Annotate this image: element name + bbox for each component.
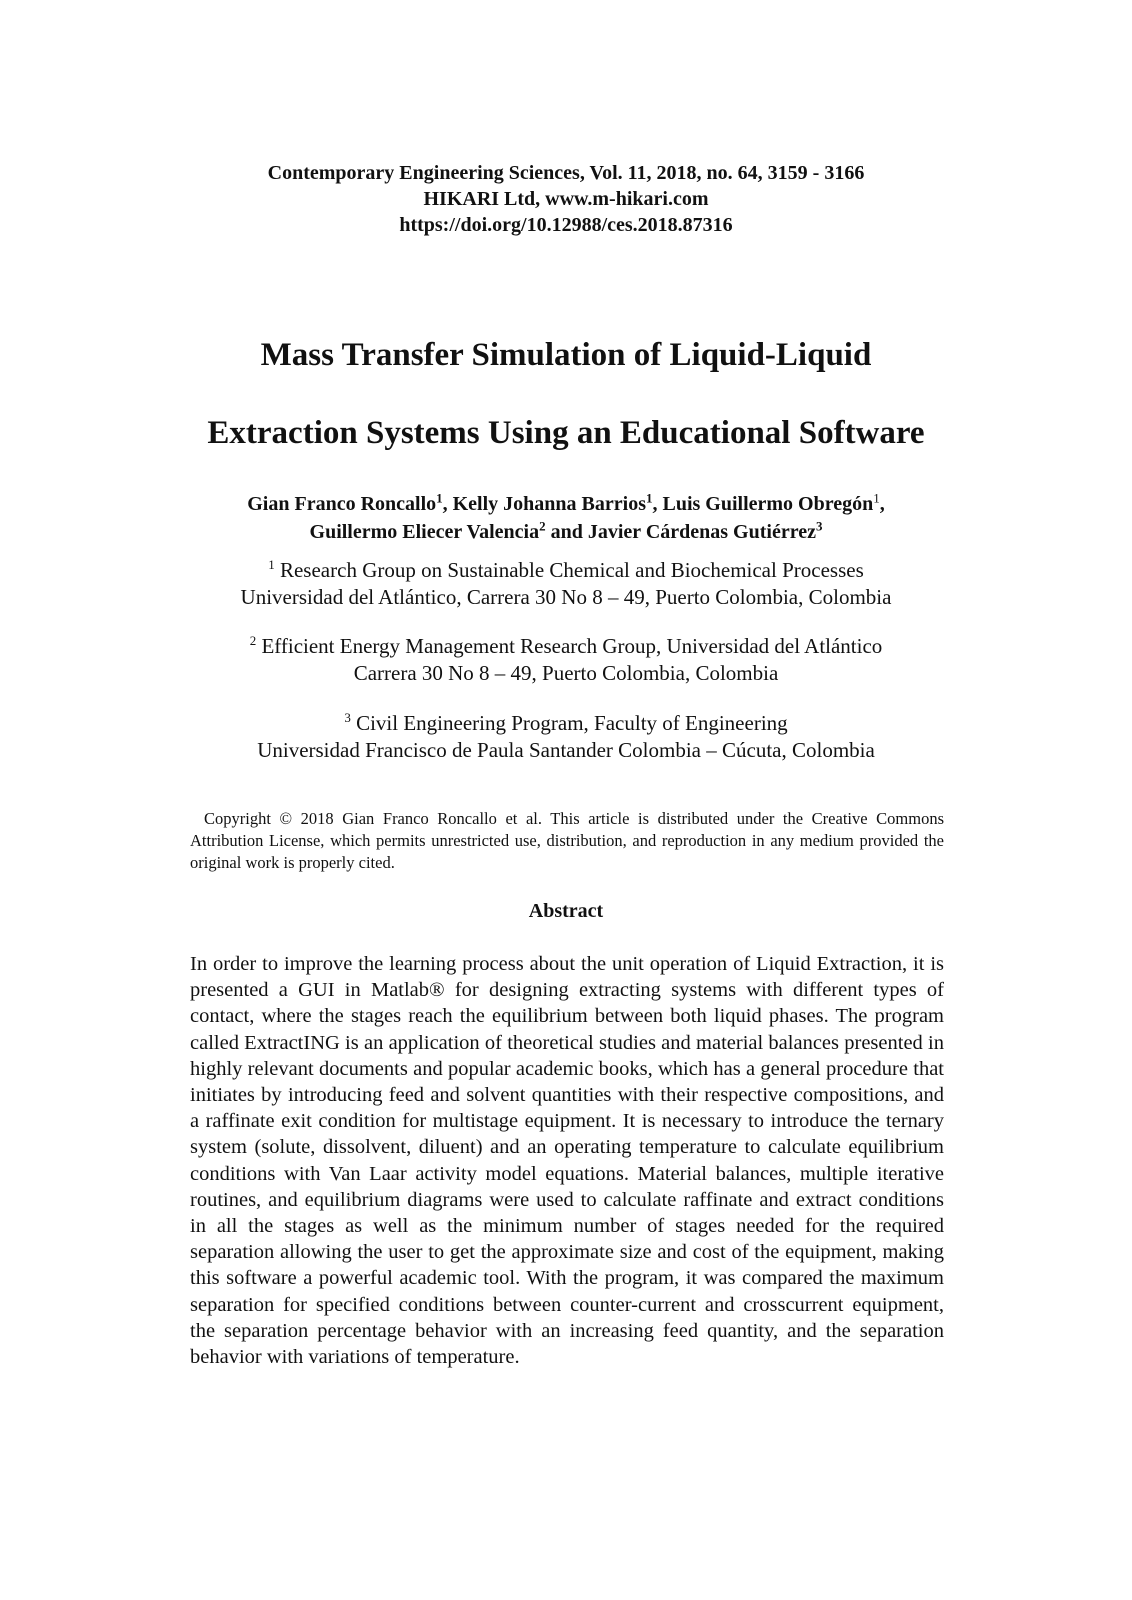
paper-title [0, 316, 1132, 472]
author-name: and Javier Cárdenas Gutiérrez [545, 521, 816, 543]
affiliation-text: Civil Engineering Program, Faculty of Engineering [350, 711, 788, 735]
affiliation-marker: 3 [344, 710, 351, 725]
affiliation-marker: 3 [815, 518, 823, 534]
copyright-notice: Copyright © 2018 Gian Franco Roncallo et al. This article is distributed under the Creative Commons Attribution License, which permits unrestricted use, distribution, and reproduction in any medium provided the original work is properly cited. [190, 809, 944, 872]
affiliation-marker: 1 [436, 490, 443, 506]
affiliation-marker: 1 [268, 557, 275, 572]
journal-header [0, 160, 1132, 238]
author-line-1 [0, 490, 1132, 518]
publisher-line: HIKARI Ltd, www.m-hikari.com [423, 188, 709, 210]
affiliation-1 [0, 557, 1132, 611]
affiliation-3 [0, 710, 1132, 764]
abstract-body: In order to improve the learning process about the unit operation of Liquid Extraction, it is presented a GUI in Matlab® for designing extracting systems with different types of contact, where the stages reach the equilibrium between both liquid phases. The program called ExtractING is an application of theoretical studies and material balances presented in highly relevant documents and popular academic books, which has a general procedure that initiates by introducing feed and solvent quantities with their respective compositions, and a raffinate exit condition for multistage equipment. It is necessary to introduce the ternary system (solute, dissolvent, diluent) and an operating temperature to calculate equilibrium conditions with Van Laar activity model equations. Material balances, multiple iterative routines, and equilibrium diagrams were used to calculate raffinate and extract conditions in all the stages as well as the minimum number of stages needed for the required separation allowing the user to get the approximate size and cost of the equipment, making this software a powerful academic tool. With the program, it was compared the maximum separation for specified conditions between counter-current and crosscurrent equipment, the separation percentage behavior with an increasing feed quantity, and the separation behavior with variations of temperature. [190, 953, 944, 1369]
title-line-2: Extraction Systems Using an Educational Software [207, 415, 925, 451]
doi-line: https://doi.org/10.12988/ces.2018.87316 [399, 214, 733, 236]
affiliation-3-line-2: Universidad Francisco de Paula Santander Colombia – Cúcuta, Colombia [257, 738, 875, 762]
author-name: , Luis Guillermo Obregón [652, 493, 874, 515]
affiliation-text: Efficient Energy Management Research Group, Universidad del Atlántico [256, 634, 883, 658]
affiliation-marker: 2 [539, 518, 546, 534]
author-separator: , [879, 493, 885, 515]
affiliation-1-line-1 [0, 557, 1132, 584]
affiliation-2 [0, 633, 1132, 687]
affiliation-marker: 1 [873, 490, 880, 506]
affiliation-marker: 1 [645, 490, 653, 506]
author-name: Guillermo Eliecer Valencia [309, 521, 540, 543]
author-name: Gian Franco Roncallo [247, 493, 437, 515]
affiliation-marker: 2 [249, 633, 257, 648]
affiliation-text: Research Group on Sustainable Chemical and Biochemical Processes [274, 558, 864, 582]
affiliation-2-line-1 [0, 633, 1132, 660]
author-line-2 [0, 518, 1132, 546]
author-name: , Kelly Johanna Barrios [442, 493, 646, 515]
affiliation-3-line-1 [0, 710, 1132, 737]
author-list [0, 490, 1132, 546]
affiliation-2-line-2: Carrera 30 No 8 – 49, Puerto Colombia, Colombia [353, 661, 779, 685]
title-line-1: Mass Transfer Simulation of Liquid-Liquid [260, 337, 872, 373]
affiliation-1-line-2: Universidad del Atlántico, Carrera 30 No 8 – 49, Puerto Colombia, Colombia [240, 585, 892, 609]
journal-citation: Contemporary Engineering Sciences, Vol. 11, 2018, no. 64, 3159 - 3166 [267, 162, 865, 184]
abstract-heading: Abstract [528, 900, 604, 922]
